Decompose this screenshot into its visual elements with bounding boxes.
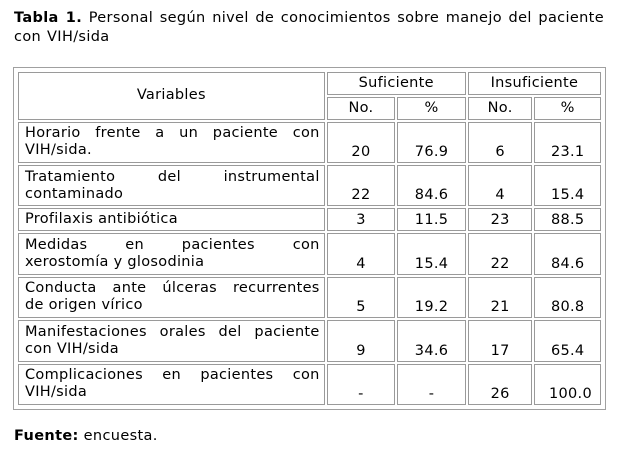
group-header-suficiente: Suficiente: [327, 72, 466, 95]
row-label-line-2: VIH/sida: [25, 384, 88, 401]
cell-suficiente-pct: 19.2: [397, 277, 466, 318]
subheader-pct-suficiente: %: [397, 97, 466, 120]
row-label: [18, 320, 325, 361]
cell-insuficiente-no: 4: [468, 165, 533, 206]
subheader-no-suficiente: No.: [327, 97, 396, 120]
cell-insuficiente-pct: 80.8: [534, 277, 601, 318]
cell-insuficiente-pct: 88.5: [534, 208, 601, 231]
cell-suficiente-pct: 76.9: [397, 122, 466, 163]
cell-insuficiente-pct: 23.1: [534, 122, 601, 163]
cell-suficiente-no: -: [327, 364, 396, 405]
table-row: [18, 233, 601, 274]
cell-suficiente-no: 4: [327, 233, 396, 274]
row-label-line-1: Tratamiento del instrumental: [25, 168, 320, 185]
row-label: [18, 122, 325, 163]
source-note: [14, 428, 158, 444]
row-label-line-1: Complicaciones en pacientes con: [25, 367, 320, 384]
cell-suficiente-no: 22: [327, 165, 396, 206]
row-label-line-2: de origen vírico: [25, 297, 143, 314]
group-header-insuficiente: Insuficiente: [468, 72, 601, 95]
row-label-line-2: con VIH/sida: [25, 340, 119, 357]
cell-insuficiente-no: 6: [468, 122, 533, 163]
subheader-pct-insuficiente: %: [534, 97, 601, 120]
row-label: [18, 233, 325, 274]
source-text: encuesta.: [78, 428, 158, 444]
row-label: [18, 364, 325, 405]
row-label-line-2: VIH/sida.: [25, 142, 92, 159]
source-label: Fuente:: [14, 428, 79, 444]
cell-insuficiente-no: 21: [468, 277, 533, 318]
subheader-no-insuficiente: No.: [468, 97, 533, 120]
cell-insuficiente-no: 23: [468, 208, 533, 231]
cell-insuficiente-pct: 15.4: [534, 165, 601, 206]
caption-label: Tabla 1.: [14, 10, 83, 26]
row-label-line-1: Horario frente a un paciente con: [25, 125, 320, 142]
cell-suficiente-pct: 15.4: [397, 233, 466, 274]
cell-suficiente-no: 9: [327, 320, 396, 361]
row-label-line-2: contaminado: [25, 185, 124, 202]
row-label-line-1: Profilaxis antibiótica: [25, 211, 178, 228]
row-label: [18, 277, 325, 318]
row-label-line-1: Medidas en pacientes con: [25, 236, 320, 253]
row-label: [18, 208, 325, 231]
row-label: [18, 165, 325, 206]
cell-suficiente-pct: 84.6: [397, 165, 466, 206]
cell-insuficiente-pct: 84.6: [534, 233, 601, 274]
table-row: [18, 208, 601, 231]
table-frame: [13, 67, 606, 410]
knowledge-table: [16, 70, 603, 407]
cell-insuficiente-pct: 100.0: [534, 364, 601, 405]
cell-insuficiente-no: 17: [468, 320, 533, 361]
table-row: [18, 364, 601, 405]
row-label-line-2: xerostomía y glosodinia: [25, 253, 205, 270]
variables-header: Variables: [18, 72, 325, 120]
table-row: [18, 277, 601, 318]
cell-suficiente-no: 3: [327, 208, 396, 231]
table-caption: [14, 9, 604, 47]
cell-suficiente-pct: 34.6: [397, 320, 466, 361]
table-row: [18, 165, 601, 206]
cell-suficiente-pct: 11.5: [397, 208, 466, 231]
cell-suficiente-no: 20: [327, 122, 396, 163]
cell-suficiente-pct: -: [397, 364, 466, 405]
table-row: [18, 122, 601, 163]
cell-insuficiente-no: 22: [468, 233, 533, 274]
header-row-groups: [18, 72, 601, 95]
row-label-line-1: Manifestaciones orales del paciente: [25, 323, 320, 340]
cell-suficiente-no: 5: [327, 277, 396, 318]
cell-insuficiente-no: 26: [468, 364, 533, 405]
cell-insuficiente-pct: 65.4: [534, 320, 601, 361]
table-row: [18, 320, 601, 361]
caption-text: Personal según nivel de conocimientos sobre manejo del paciente con VIH/sida: [14, 10, 604, 45]
row-label-line-1: Conducta ante úlceras recurrentes: [25, 280, 320, 297]
